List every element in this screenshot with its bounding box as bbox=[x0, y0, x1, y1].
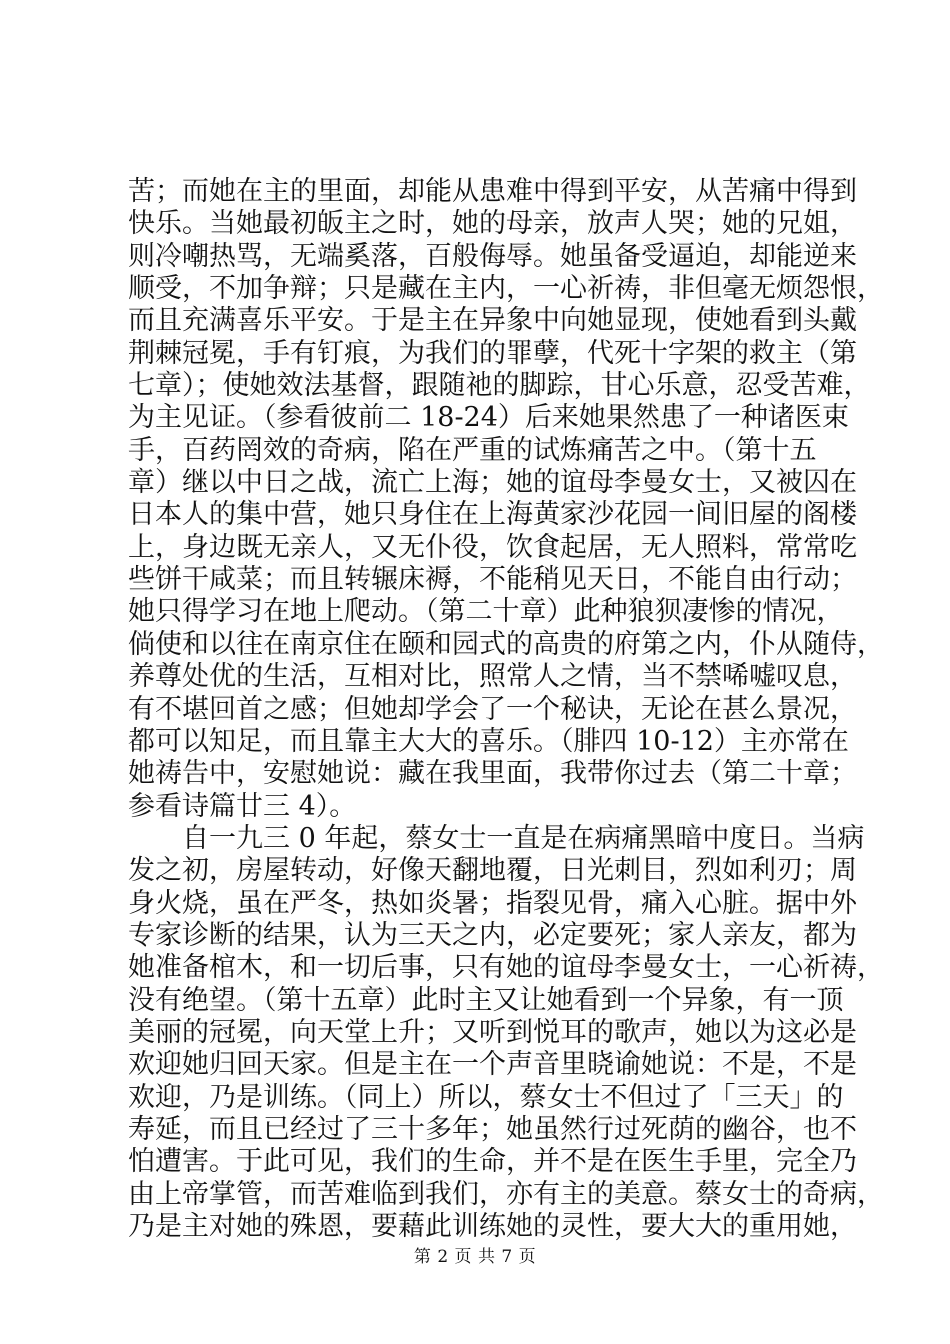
page-number-footer: 第 2 页 共 7 页 bbox=[413, 1247, 537, 1267]
text-line: 些饼干咸菜；而且转辗床褥，不能稍见天日，不能自由行动； bbox=[128, 564, 857, 596]
text-line: 为主见证。（参看彼前二 18-24）后来她果然患了一种诸医束 bbox=[128, 402, 849, 434]
text-line: 则冷嘲热骂，无端奚落，百般侮辱。她虽备受逼迫，却能逆来 bbox=[128, 240, 857, 272]
body-text bbox=[128, 176, 884, 1243]
text-line: 欢迎她归回天家。但是主在一个声音里晓谕她说：不是，不是 bbox=[128, 1049, 857, 1081]
text-line: 身火烧，虽在严冬，热如炎暑；指裂见骨，痛入心脏。据中外 bbox=[128, 887, 857, 919]
paragraph-1 bbox=[128, 176, 884, 823]
text-line: 荆棘冠冕，手有钉痕，为我们的罪孽，代死十字架的救主（第 bbox=[128, 337, 857, 369]
text-line: 养尊处优的生活，互相对比，照常人之情，当不禁唏嘘叹息， bbox=[128, 661, 857, 693]
text-line: 顺受，不加争辩；只是藏在主内，一心祈祷，非但毫无烦怨恨， bbox=[128, 273, 884, 305]
text-line: 由上帝掌管，而苦难临到我们，亦有主的美意。蔡女士的奇病， bbox=[128, 1178, 884, 1210]
text-line: 寿延，而且已经过了三十多年；她虽然行过死荫的幽谷，也不 bbox=[128, 1113, 857, 1145]
text-line: 乃是主对她的殊恩，要藉此训练她的灵性，要大大的重用她， bbox=[128, 1211, 857, 1242]
text-line: 怕遭害。于此可见，我们的生命，并不是在医生手里，完全乃 bbox=[128, 1146, 857, 1178]
paragraph-2 bbox=[128, 822, 884, 1243]
text-line: 参看诗篇廿三 4）。 bbox=[128, 790, 357, 822]
text-line: 手，百药罔效的奇病，陷在严重的试炼痛苦之中。（第十五 bbox=[128, 434, 817, 466]
text-line: 苦；而她在主的里面，却能从患难中得到平安，从苦痛中得到 bbox=[128, 176, 857, 207]
text-line: 而且充满喜乐平安。于是主在异象中向她显现，使她看到头戴 bbox=[128, 305, 857, 337]
text-line: 她只得学习在地上爬动。（第二十章）此种狼狈凄惨的情况， bbox=[128, 596, 844, 628]
text-line: 章）继以中日之战，流亡上海；她的谊母李曼女士，又被囚在 bbox=[128, 467, 857, 499]
text-line: 七章）；使她效法基督，跟随祂的脚踪，甘心乐意，忍受苦难， bbox=[128, 370, 871, 402]
text-line: 没有绝望。（第十五章）此时主又让她看到一个异象，有一顶 bbox=[128, 984, 844, 1016]
text-line: 倘使和以往在南京住在颐和园式的高贵的府第之内，仆从随侍， bbox=[128, 628, 884, 660]
text-line: 日本人的集中营，她只身住在上海黄家沙花园一间旧屋的阁楼 bbox=[128, 499, 857, 531]
text-line: 专家诊断的结果，认为三天之内，必定要死；家人亲友，都为 bbox=[128, 919, 857, 951]
text-line: 欢迎，乃是训练。（同上）所以，蔡女士不但过了「三天」的 bbox=[128, 1081, 844, 1113]
text-line: 都可以知足，而且靠主大大的喜乐。（腓四 10-12）主亦常在 bbox=[128, 725, 849, 757]
text-line: 快乐。当她最初皈主之时，她的母亲，放声人哭；她的兄姐， bbox=[128, 208, 857, 240]
text-line: 她准备棺木，和一切后事，只有她的谊母李曼女士，一心祈祷， bbox=[128, 952, 884, 984]
text-line: 上，身边既无亲人，又无仆役，饮食起居，无人照料，常常吃 bbox=[128, 531, 857, 563]
text-line: 发之初，房屋转动，好像天翻地覆，日光刺目，烈如利刃；周 bbox=[128, 855, 857, 887]
text-line: 她祷告中，安慰她说：藏在我里面，我带你过去（第二十章； bbox=[128, 758, 857, 790]
text-line: 美丽的冠冕，向天堂上升；又听到悦耳的歌声，她以为这必是 bbox=[128, 1016, 857, 1048]
text-line: 自一九三 0 年起，蔡女士一直是在病痛黑暗中度日。当病 bbox=[182, 822, 865, 854]
text-line: 有不堪回首之感；但她却学会了一个秘诀，无论在甚么景况， bbox=[128, 693, 857, 725]
